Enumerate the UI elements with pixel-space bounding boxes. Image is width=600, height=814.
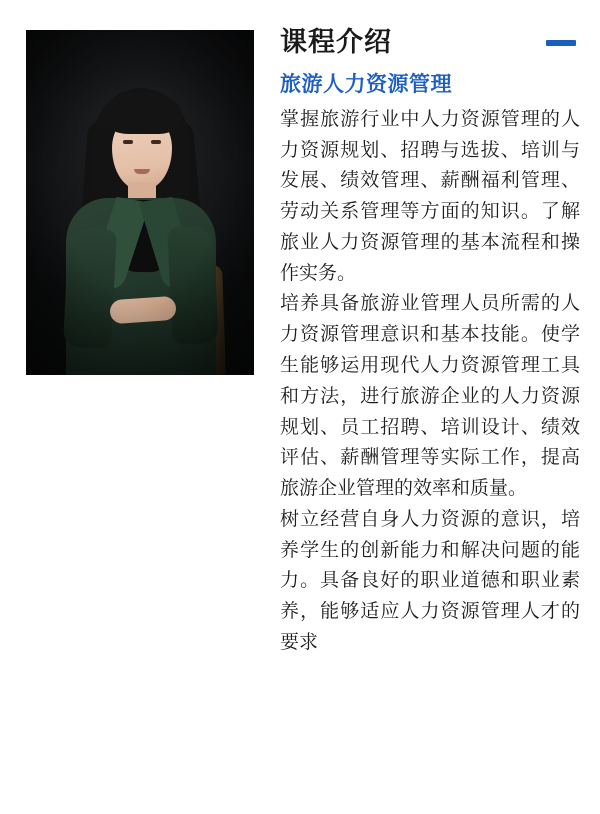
course-paragraph-1: 掌握旅游行业中人力资源管理的人力资源规划、招聘与选拔、培训与发展、绩效管理、薪酬福利管理、劳动关系管理等方面的知识。了解旅业人力资源管理的基本流程和操作实务。: [280, 108, 580, 284]
title-accent-dash: [546, 40, 576, 46]
course-paragraph-3: 树立经营自身人力资源的意识，培养学生的创新能力和解决问题的能力。具备良好的职业道德和职业素养，能够适应人力资源管理人才的要求: [280, 508, 580, 653]
title-row: [280, 28, 580, 58]
text-column: [258, 22, 580, 659]
course-name: 旅游人力资源管理: [280, 72, 452, 96]
portrait-column: [26, 22, 258, 375]
instructor-photo: [26, 30, 254, 375]
course-paragraph-2: 培养具备旅游业管理人员所需的人力资源管理意识和基本技能。使学生能够运用现代人力资源管理工具和方法，进行旅游企业的人力资源规划、员工招聘、培训设计、绩效评估、薪酬管理等实际工作，提高旅游企业管理的效率和质量。: [280, 293, 580, 500]
photo-vignette: [26, 30, 254, 375]
page-title: 课程介绍: [280, 27, 392, 57]
